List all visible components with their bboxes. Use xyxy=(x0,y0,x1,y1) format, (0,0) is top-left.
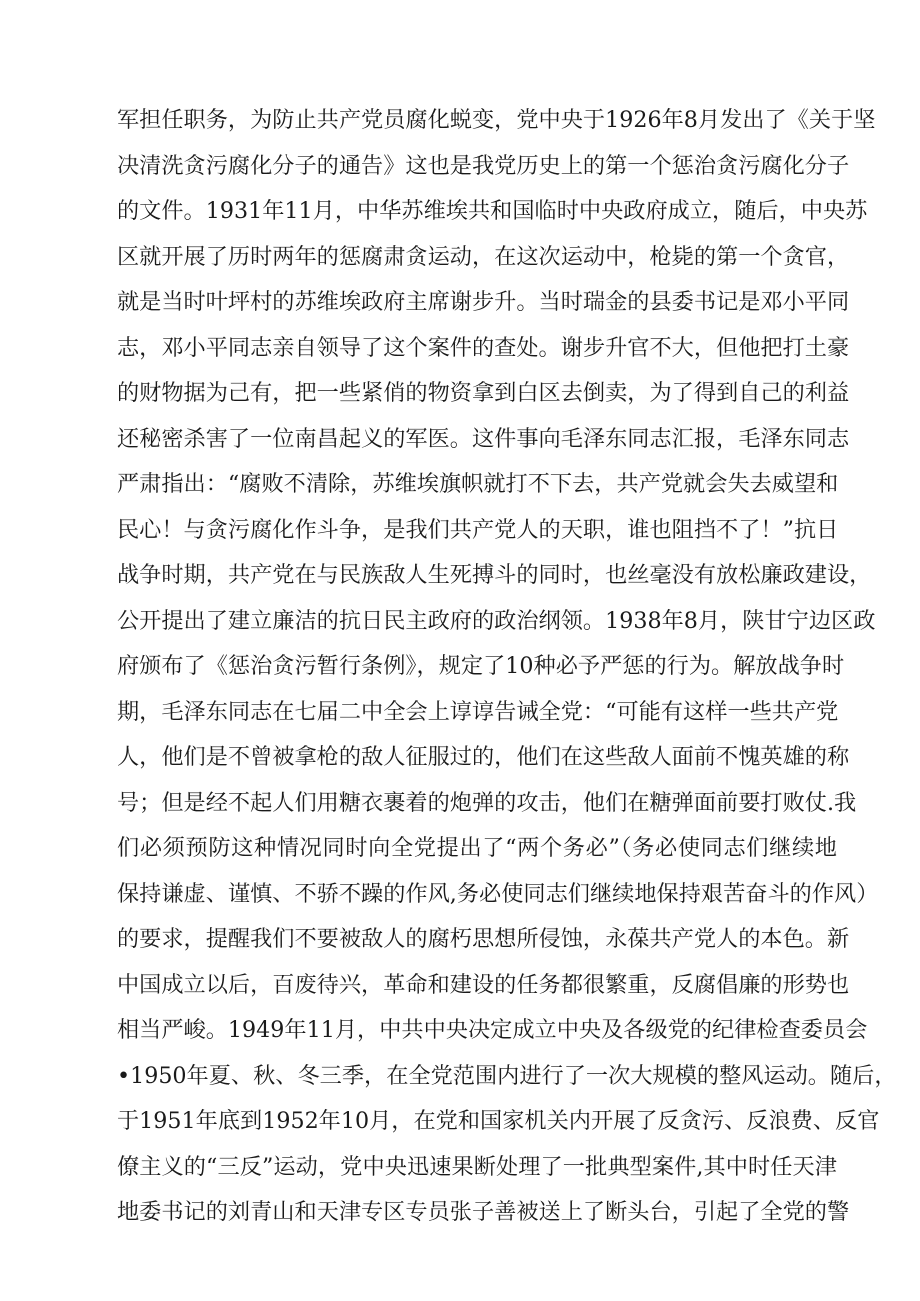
text-line: •1950年夏、秋、冬三季，在全党范围内进行了一次大规模的整风运动。随后， xyxy=(117,1062,897,1089)
text-line: 民心！与贪污腐化作斗争，是我们共产党人的天职，谁也阻挡不了！”抗日 xyxy=(117,516,839,543)
text-line: 严肃指出：“腐败不清除，苏维埃旗帜就打不下去，共产党就会失去威望和 xyxy=(117,471,839,497)
text-line: 还秘密杀害了一位南昌起义的军医。这件事向毛泽东同志汇报，毛泽东同志 xyxy=(117,425,850,452)
text-line: 军担任职务，为防止共产党员腐化蜕变，党中央于1926年8月发出了《关于坚 xyxy=(117,107,876,133)
text-line: 的要求，提醒我们不要被敌人的腐朽思想所侵蚀，永葆共产党人的本色。新 xyxy=(117,926,850,952)
text-line: 决清洗贪污腐化分子的通告》这也是我党历史上的第一个惩治贪污腐化分子 xyxy=(117,152,850,179)
text-line: 就是当时叶坪村的苏维埃政府主席谢步升。当时瑞金的县委书记是邓小平同 xyxy=(117,289,850,315)
text-line: 志，邓小平同志亲自领导了这个案件的查处。谢步升官不大，但他把打土豪 xyxy=(117,334,850,361)
text-line: 公开提出了建立廉洁的抗日民主政府的政治纲领。1938年8月，陕甘宁边区政 xyxy=(117,607,876,634)
text-line: 人，他们是不曾被拿枪的敌人征服过的，他们在这些敌人面前不愧英雄的称 xyxy=(117,744,850,770)
text-line: 保持谦虚、谨慎、不骄不躁的作风,务必使同志们继续地保持艰苦奋斗的作风） xyxy=(117,880,879,907)
text-line: 号；但是经不起人们用糖衣裹着的炮弹的攻击，他们在糖弹面前要打败仗.我 xyxy=(117,789,857,816)
text-line: 区就开展了历时两年的惩腐肃贪运动，在这次运动中，枪毙的第一个贪官， xyxy=(117,243,850,270)
text-line: 期，毛泽东同志在七届二中全会上谆谆告诫全党：“可能有这样一些共产党 xyxy=(117,698,839,725)
text-line: 僚主义的“三反”运动，党中央迅速果断处理了一批典型案件,其中时任天津 xyxy=(117,1153,837,1180)
text-line: 们必须预防这种情况同时向全党提出了“两个务必”（务必使同志们继续地 xyxy=(117,835,837,861)
text-line: 府颁布了《惩治贪污暂行条例》，规定了10种必予严惩的行为。解放战争时 xyxy=(117,653,845,679)
text-line: 的财物据为己有，把一些紧俏的物资拿到白区去倒卖，为了得到自己的利益 xyxy=(117,380,850,406)
text-line: 中国成立以后，百废待兴，革命和建设的任务都很繁重，反腐倡廉的形势也 xyxy=(117,971,850,998)
text-line: 的文件。1931年11月，中华苏维埃共和国临时中央政府成立，随后，中央苏 xyxy=(117,198,868,224)
text-line: 于1951年底到1952年10月，在党和国家机关内开展了反贪污、反浪费、反官 xyxy=(117,1108,880,1134)
text-line: 相当严峻。1949年11月，中共中央决定成立中央及各级党的纪律检查委员会 xyxy=(117,1017,868,1043)
text-line: 地委书记的刘青山和天津专区专员张子善被送上了断头台，引起了全党的警 xyxy=(117,1199,850,1225)
text-line: 战争时期，共产党在与民族敌人生死搏斗的同时，也丝毫没有放松廉政建设， xyxy=(117,562,872,588)
body-text xyxy=(117,98,897,1236)
